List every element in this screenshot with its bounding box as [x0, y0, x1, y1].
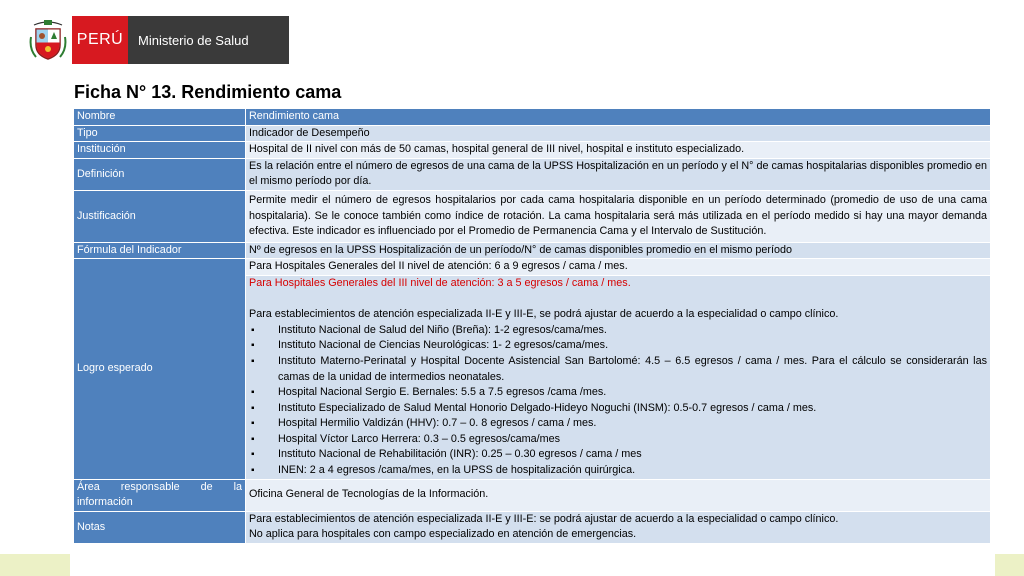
label-tipo: Tipo [74, 125, 246, 142]
table-row-formula [74, 242, 991, 259]
table-row-institucion [74, 142, 991, 159]
footer-band-gap [70, 554, 995, 576]
table-row-area [74, 479, 991, 511]
list-item: ▪ Instituto Nacional de Ciencias Neurológicas: 1- 2 egresos/cama/mes. [249, 338, 987, 354]
indicator-table [73, 108, 991, 544]
minsa-logo [24, 16, 289, 64]
logro-detail [246, 275, 991, 479]
list-item: ▪ Hospital Hermilio Valdizán (HHV): 0.7 – 0. 8 egresos / cama / mes. [249, 416, 987, 432]
table-row-definicion [74, 158, 991, 190]
value-institucion: Hospital de II nivel con más de 50 camas, hospital general de III nivel, hospital e instituto especializado. [246, 142, 991, 159]
label-definicion: Definición [74, 158, 246, 190]
footer-band [0, 554, 1024, 576]
table-row-nombre [74, 109, 991, 126]
ministry-name: Ministerio de Salud [128, 16, 289, 64]
logro-list [249, 323, 987, 479]
logro-line-ii-nivel: Para Hospitales Generales del II nivel de atención: 6 a 9 egresos / cama / mes. [246, 259, 991, 276]
value-area: Oficina General de Tecnologías de la Información. [246, 479, 991, 511]
list-item: ▪ Hospital Nacional Sergio E. Bernales: 5.5 a 7.5 egresos /cama /mes. [249, 385, 987, 401]
list-item: ▪ Hospital Víctor Larco Herrera: 0.3 – 0.5 egresos/cama/mes [249, 432, 987, 448]
label-justificacion: Justificación [74, 190, 246, 242]
logro-intro: Para establecimientos de atención especializada II-E y III-E, se podrá ajustar de acuerdo a la especialidad o campo clínico. [249, 308, 839, 321]
table-row-logro-line1 [74, 259, 991, 276]
label-notas: Notas [74, 511, 246, 543]
value-nombre: Rendimiento cama [246, 109, 991, 126]
value-tipo: Indicador de Desempeño [246, 125, 991, 142]
coat-of-arms-icon [24, 16, 72, 64]
label-area: Área responsable de la información [74, 479, 246, 511]
notas-line1: Para establecimientos de atención especializada II-E y III-E: se podrá ajustar de acuerdo a la especialidad o campo clínico. [249, 512, 839, 525]
list-item: ▪ Instituto Nacional de Rehabilitación (INR): 0.25 – 0.30 egresos / cama / mes [249, 447, 987, 463]
list-item: ▪ Instituto Materno-Perinatal y Hospital Docente Asistencial San Bartolomé: 4.5 – 6.5 egresos / cama / mes. Para el cálculo se considerarán las camas de la unidad de intermedios neonatales. [249, 354, 987, 385]
label-formula: Fórmula del Indicador [74, 242, 246, 259]
value-notas [246, 511, 991, 543]
table-row-tipo [74, 125, 991, 142]
table-row-notas [74, 511, 991, 543]
list-item: ▪ Instituto Especializado de Salud Mental Honorio Delgado-Hideyo Noguchi (INSM): 0.5-0.7 egresos / cama / mes. [249, 401, 987, 417]
label-logro: Logro esperado [74, 259, 246, 479]
list-item: ▪ INEN: 2 a 4 egresos /cama/mes, en la UPSS de hospitalización quirúrgica. [249, 463, 987, 479]
page-title: Ficha N° 13. Rendimiento cama [74, 82, 342, 102]
value-justificacion: Permite medir el número de egresos hospitalarios por cada cama hospitalaria disponible en un período determinado (promedio de uso de una cama hospitalaria). Se le conoce también como índice de rotación. La cama hospitalaria será más utilizada en el período medido si hay una mayor demanda efectiva. Este indicador es influenciado por el Promedio de Permanencia Cama y el Intervalo de Sustitución. [246, 190, 991, 242]
notas-line2: No aplica para hospitales con campo especializado en atención de emergencias. [249, 528, 637, 541]
value-definicion: Es la relación entre el número de egresos de una cama de la UPSS Hospitalización en un período y el N° de camas hospitalarias disponibles promedio en el mismo período por día. [246, 158, 991, 190]
list-item: ▪ Instituto Nacional de Salud del Niño (Breña): 1-2 egresos/cama/mes. [249, 323, 987, 339]
value-formula: Nº de egresos en la UPSS Hospitalización de un período/N° de camas disponibles promedio en el mismo período [246, 242, 991, 259]
logro-line-iii-nivel: Para Hospitales Generales del III nivel de atención: 3 a 5 egresos / cama / mes. [249, 276, 631, 289]
brand-peru: PERÚ [72, 16, 128, 64]
label-institucion: Institución [74, 142, 246, 159]
spacer [249, 292, 987, 308]
label-nombre: Nombre [74, 109, 246, 126]
table-row-justificacion [74, 190, 991, 242]
